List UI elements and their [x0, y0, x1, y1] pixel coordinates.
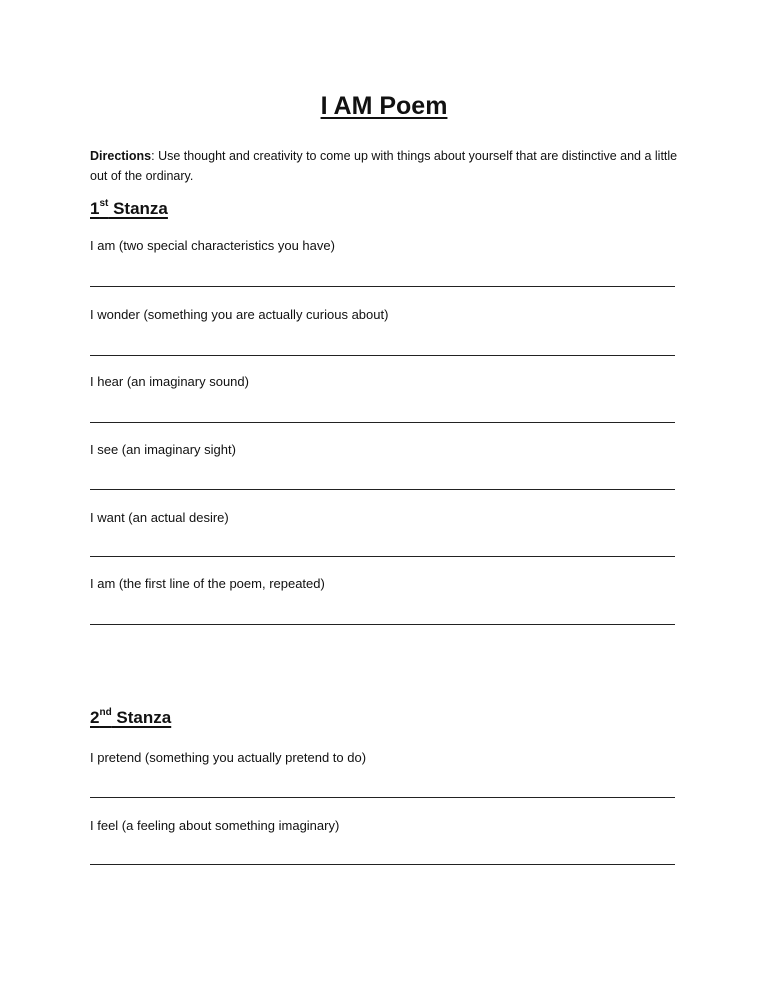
stanza-1-suffix: st	[99, 198, 109, 209]
stanza-2-answer-line-1[interactable]	[90, 797, 675, 798]
stanza-1-prompt-1: I am (two special characteristics you have)	[90, 238, 335, 253]
stanza-1-answer-line-4[interactable]	[90, 489, 675, 490]
directions-label: Directions	[90, 149, 152, 163]
stanza-1-prompt-6: I am (the first line of the poem, repeated)	[90, 576, 325, 591]
stanza-1-answer-line-6[interactable]	[90, 624, 675, 625]
stanza-1-number: 1	[90, 199, 100, 218]
page-title: I AM Poem	[320, 92, 448, 120]
directions-text	[90, 146, 690, 186]
stanza-1-answer-line-2[interactable]	[90, 355, 675, 356]
stanza-1-answer-line-1[interactable]	[90, 286, 675, 287]
stanza-1-answer-line-5[interactable]	[90, 556, 675, 557]
stanza-1-prompt-3: I hear (an imaginary sound)	[90, 374, 249, 389]
stanza-1-answer-line-3[interactable]	[90, 422, 675, 423]
stanza-2-word: Stanza	[111, 708, 172, 727]
stanza-2-number: 2	[90, 708, 100, 727]
stanza-2-answer-line-2[interactable]	[90, 864, 675, 865]
stanza-1-word: Stanza	[108, 199, 168, 218]
stanza-2-prompt-2: I feel (a feeling about something imaginary)	[90, 818, 340, 833]
stanza-2-heading	[90, 708, 171, 728]
stanza-1-prompt-4: I see (an imaginary sight)	[90, 442, 236, 457]
stanza-1-prompt-5: I want (an actual desire)	[90, 510, 229, 525]
directions-body: : Use thought and creativity to come up with things about yourself that are distinctive and a little out of the ordinary.	[90, 149, 678, 183]
stanza-2-prompt-1: I pretend (something you actually pretend to do)	[90, 750, 367, 765]
stanza-2-suffix: nd	[99, 707, 112, 718]
stanza-1-heading	[90, 199, 168, 219]
stanza-1-prompt-2: I wonder (something you are actually curious about)	[90, 307, 389, 322]
